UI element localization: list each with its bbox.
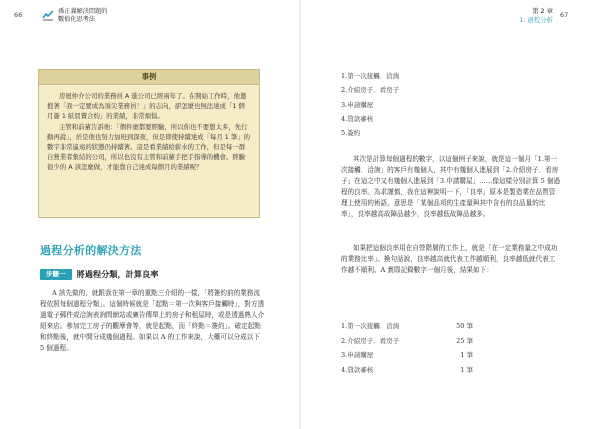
result-count-list [341,319,473,377]
right-body-text-1 [341,154,561,221]
step-heading [40,268,158,281]
list-item: 3.申請購屋 [341,100,374,109]
right-body-text-2 [341,243,561,276]
list-item: 5.簽約 [341,129,361,138]
step-title: 將過程分類，計算良率 [76,269,159,279]
result-label: 3.申請購屋 [341,351,374,360]
example-heading: 事例 [39,70,259,85]
body-paragraph: 其次是計算每個過程的數字，以這個例子來說，就是這一個月「1.第一次接觸．洽詢」的客戶有幾個人，其中有幾個人進展到「2.介紹房子．看房子」在這之中又有幾個人進展到「3.申請購屋」……像這樣分別計算 5 個過程的良率。為求謹慎，我在這裡說明一下，「良率」原本是製造業在品質管理上使用的術語，意思是「某個品項的生產量與其中含有的良品量的比率」，良率越高故障品越少，良率越低故障品越多。 [341,155,561,219]
example-paragraph: 房屋仲介公司的業務員 A 進公司已經兩年了。在開始工作時，他邀抱著「我一定要成為頂尖業務員！」的志向，卻怎麼也無法達成「1 個月簽 1 紙買賣合約」的業績，非常煩惱。 [47,92,247,121]
list-item [341,348,473,363]
list-item: 1.第一次接觸．洽詢 [341,72,400,80]
left-page-number: 66 [14,11,23,19]
list-item [341,334,473,349]
book-logo-icon [42,9,54,21]
list-item [341,319,473,334]
book-title-line2: 數值化思考法 [58,16,96,23]
result-value: 50 筆 [456,322,473,330]
list-item: 4.貸款審核 [341,114,374,123]
body-paragraph: A 該先做的，就跟我在第一章的重點三介紹的一樣，「將簽約前的業務流程依照每個過程分類」。這個時候就是「起點＝第一次與客戶接觸時」，對方透過電子郵件或洽詢表詢問網站或廣告傳單上的房子和租屋時，或是透過熟人介紹來店。參加完工房子的觀摩會等，就是起點，而「終點＝簽約」。確定起點和終點後，就中間分成幾個過程。如果以 A 的工作來說，大概可以分成以下 5 個過程。 [40,289,265,352]
example-body [39,85,259,173]
book-title [58,8,108,24]
section-title: 過程分析的解決方法 [40,244,142,257]
example-box [38,69,260,218]
chapter-label: 第 2 章 [532,7,553,15]
example-paragraph: 主管和前輩告訴他：「個件麼都要經驗，所以你也不要想太多，先行動再說」，於是他也努力加班到深夜，但是即使持續達成「每月 1 筆」的數字非常遙遠的狀態仍持續著。這是看業績給薪水的工作，但是每一群自營業者集結的公司，所以也沒有主管和前輩手把手指導的機會。經驗很少的 A 該怎麼做，才能靠自己達成每個月的業績呢？ [47,122,251,172]
list-item [341,363,473,378]
chapter-heading [519,7,553,24]
page-gutter [299,0,301,429]
chapter-subtitle: 1. 過程分析 [519,15,553,24]
body-paragraph: 如果把這個良率用在自營階層的工作上，就是「在一定業務量之中成功的業務比率」。換句話說，良率越高就代表工作越順利，良率越低就代表工作越不順利。A 實際記錄數字一個月後，結果如下： [341,244,558,275]
result-label: 4.貸款審核 [341,365,374,374]
process-list [341,69,399,140]
result-label: 1.第一次接觸．洽詢 [341,322,400,330]
step-tag: 步驟一 [40,269,72,280]
result-value: 1 筆 [460,351,473,360]
right-page-number: 67 [560,11,569,19]
result-label: 2.介紹房子．看房子 [341,336,400,345]
left-body-text [40,288,265,354]
book-title-line1: 孫正義解決問題的 [58,8,108,15]
list-item: 2.介紹房子．看房子 [341,86,400,95]
result-value: 25 筆 [456,336,473,345]
result-value: 1 筆 [460,365,473,374]
